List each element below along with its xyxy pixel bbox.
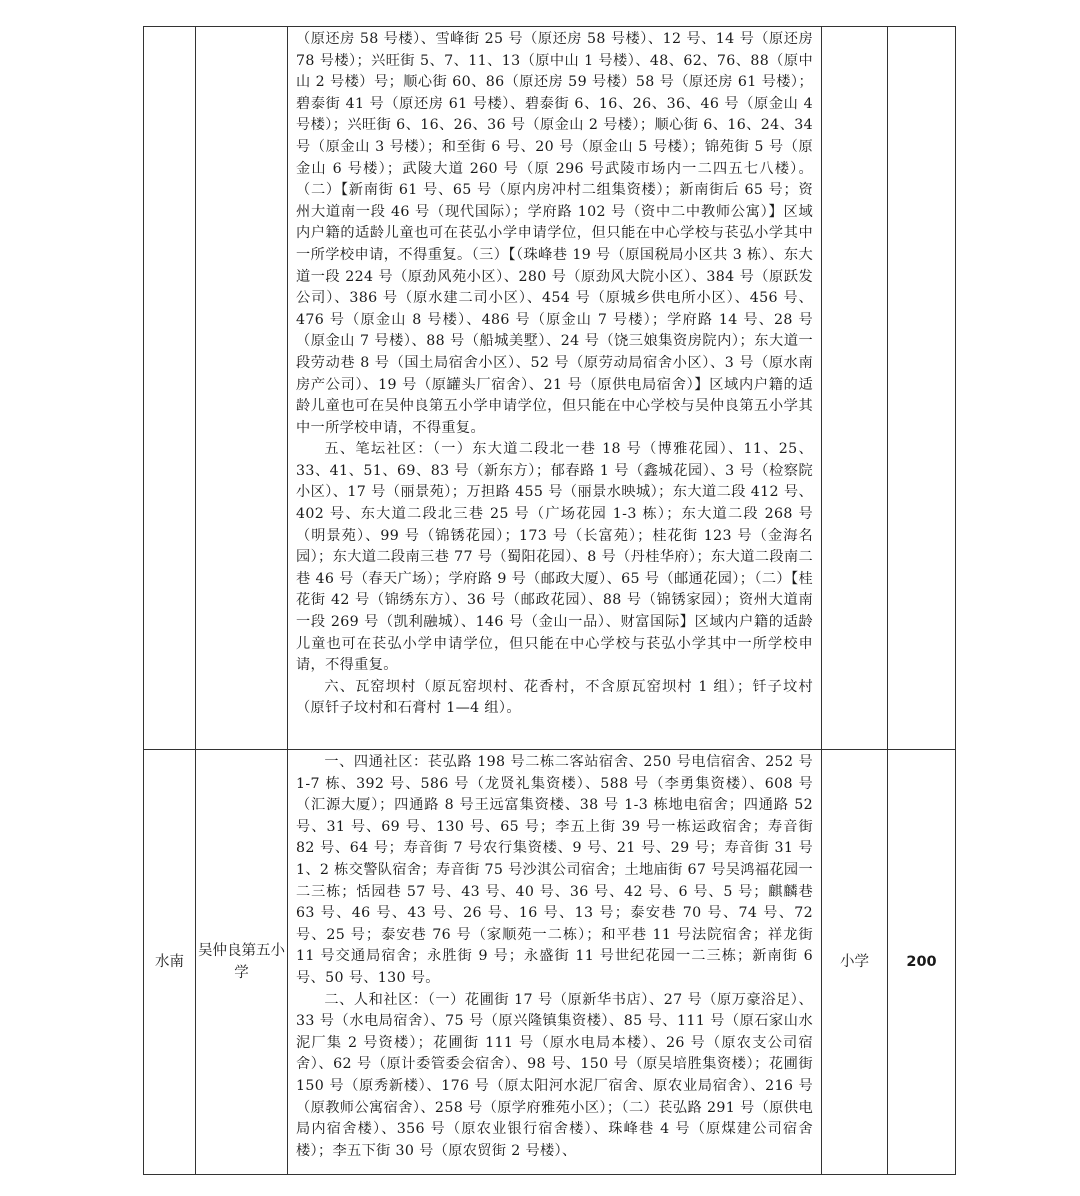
range-paragraph: 二、人和社区：（一）花圃街 17 号（原新华书店）、27 号（原万豪浴足）、33 号（水电局宿舍）、75 号（原兴隆镇集资楼）、85 号、111 号（原石家山水泥厂集 2 号资楼）；花圃街 111 号（原水电局本楼）、26 号（原农支公司宿舍）、62 号（原计委管委会宿舍）、98 号、150 号（原吴培胜集资楼）；花圃街 150 号（原秀新楼）、176 号（原太阳河水泥厂宿舍、原农业局宿舍）、216 号（原教师公寓宿舍）、258 号（原学府雅苑小区）；（二）苌弘路 291 号（原供电局内宿舍楼）、356 号（原农业银行宿舍楼）、珠峰巷 4 号（原煤建公司宿舍楼）；李五下街 30 号（原农贸街 2 号楼）、: [296, 991, 813, 1159]
school-cell: [196, 27, 288, 750]
count-cell: 200: [888, 750, 956, 1175]
range-paragraph: 六、瓦窑坝村（原瓦窑坝村、花香村，不含原瓦窑坝村 1 组）；钎子坟村（原钎子坟村和石膏村 1—4 组）。: [296, 678, 813, 717]
school-cell: 吴仲良第五小学: [196, 750, 288, 1175]
level-cell: 小学: [822, 750, 888, 1175]
table-row: [144, 27, 956, 750]
range-paragraph: 一、四通社区：苌弘路 198 号二栋二客站宿舍、250 号电信宿舍、252 号 1-7 栋、392 号、586 号（龙贤礼集资楼）、588 号（李勇集资楼）、608 号（汇源大厦）；四通路 8 号王远富集资楼、38 号 1-3 栋地电宿舍；四通路 52 号、31 号、69 号、130 号、65 号；李五上街 39 号一栋运政宿舍；寿音街 82 号、64 号；寿音街 7 号农行集资楼、9 号、21 号、29 号；寿音街 31 号 1、2 栋交警队宿舍；寿音街 75 号沙淇公司宿舍；土地庙街 67 号吴鸿福花园一二三栋；恬园巷 57 号、43 号、40 号、36 号、42 号、6 号、5 号；麒麟巷 63 号、46 号、43 号、26 号、16 号、13 号；泰安巷 70 号、74 号、72 号、25 号；泰安巷 76 号（家顺苑一二栋）；和平巷 11 号法院宿舍；祥龙街 11 号交通局宿舍；永胜街 9 号；永盛街 11 号世纪花园一二三栋；新南街 6 号、50 号、130 号。: [296, 754, 813, 986]
table-row: [144, 750, 956, 1175]
enrollment-range-cell: [288, 27, 822, 750]
school-zone-table: [143, 26, 956, 1175]
level-cell: [822, 27, 888, 750]
town-cell: 水南: [144, 750, 196, 1175]
range-paragraph: （原还房 58 号楼）、雪峰街 25 号（原还房 58 号楼）、12 号、14 号（原还房 78 号楼）；兴旺街 5、7、11、13（原中山 1 号楼）、48、62、76、88（原中山 2 号楼）号；顺心街 60、86（原还房 59 号楼）58 号（原还房 61 号楼）；碧泰街 41 号（原还房 61 号楼）、碧泰街 6、16、26、36、46 号（原金山 4 号楼）；兴旺街 6、16、26、36 号（原金山 2 号楼）；顺心街 6、16、24、34 号（原金山 3 号楼）；和至街 6 号、20 号（原金山 5 号楼）；锦苑街 5 号（原金山 6 号楼）；武陵大道 260 号（原 296 号武陵市场内一二四五七八楼）。（二）【新南街 61 号、65 号（原内房冲村二组集资楼）；新南街后 65 号；资州大道南一段 46 号（现代国际）；学府路 102 号（资中二中教师公寓）】区域内户籍的适龄儿童也可在苌弘小学申请学位，但只能在中心学校与苌弘小学其中一所学校申请，不得重复。（三）【（珠峰巷 19 号（原国税局小区共 3 栋）、东大道一段 224 号（原劲风苑小区）、280 号（原劲风大院小区）、384 号（原跃发公司）、386 号（原水建二司小区）、454 号（原城乡供电所小区）、456 号、476 号（原金山 8 号楼）、486 号（原金山 7 号楼）；学府路 14 号、28 号（原金山 7 号楼）、88 号（船城美墅）、24 号（饶三娘集资房院内）；东大道一段劳动巷 8 号（国土局宿舍小区）、52 号（原劳动局宿舍小区）、3 号（原水南房产公司）、19 号（原罐头厂宿舍）、21 号（原供电局宿舍）】区域内户籍的适龄儿童也可在吴仲良第五小学申请学位，但只能在中心学校与吴仲良第五小学其中一所学校申请，不得重复。: [296, 31, 813, 436]
range-paragraph: 五、笔坛社区：（一）东大道二段北一巷 18 号（博雅花园）、11、25、33、41、51、69、83 号（新东方）；郁春路 1 号（鑫城花园）、3 号（检察院小区）、17 号（丽景苑）；万担路 455 号（丽景水映城）；东大道二段 412 号、402 号、东大道二段北三巷 25 号（广场花园 1-3 栋）；东大道二段 268 号（明景苑）、99 号（锦锈花园）；173 号（长富苑）；桂花街 123 号（金海名园）；东大道二段南三巷 77 号（蜀阳花园）、8 号（丹桂华府）；东大道二段南二巷 46 号（春天广场）；学府路 9 号（邮政大厦）、65 号（邮通花园）；（二）【桂花街 42 号（锦绣东方）、36 号（邮政花园）、88 号（锦锈家园）；资州大道南一段 269 号（凯利融城）、146 号（金山一品）、财富国际】区域内户籍的适龄儿童也可在苌弘小学申请学位，但只能在中心学校与苌弘小学其中一所学校申请，不得重复。: [296, 441, 813, 674]
count-cell: [888, 27, 956, 750]
enrollment-range-cell: [288, 750, 822, 1175]
town-cell: [144, 27, 196, 750]
